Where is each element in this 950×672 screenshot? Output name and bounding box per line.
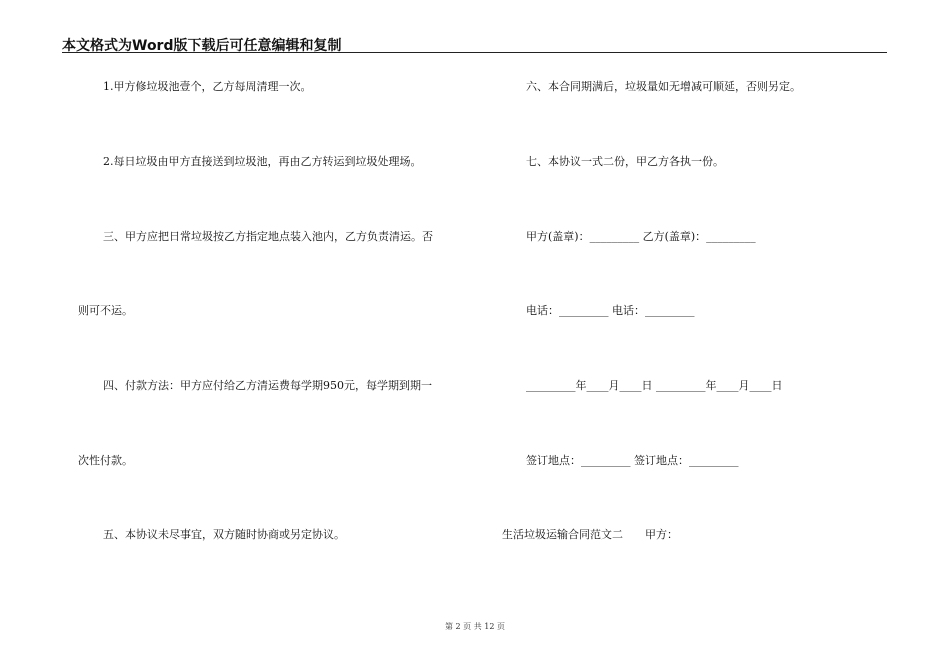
clause-4-line-2: 次性付款。 — [78, 454, 133, 467]
clause-2: 2.每日垃圾由甲方直接送到垃圾池，再由乙方转运到垃圾处理场。 — [103, 155, 422, 168]
clause-3-line-1: 三、甲方应把日常垃圾按乙方指定地点装入池内，乙方负责清运。否 — [103, 230, 433, 243]
page-number: 第 2 页 共 12 页 — [445, 622, 505, 631]
date-line: _________年____月____日 _________年____月____日 — [526, 379, 783, 392]
next-contract-title: 生活垃圾运输合同范文二 甲方： — [502, 528, 678, 541]
signing-place-line: 签订地点：_________ 签订地点：_________ — [526, 454, 739, 467]
clause-4-line-1: 四、付款方法：甲方应付给乙方清运费每学期950元，每学期到期一 — [103, 379, 432, 392]
document-header-title: 本文格式为Word版下载后可任意编辑和复制 — [62, 38, 342, 54]
header-divider — [62, 52, 887, 53]
clause-3-line-2: 则可不运。 — [78, 304, 133, 317]
clause-6: 六、本合同期满后，垃圾量如无增减可顺延，否则另定。 — [526, 80, 801, 93]
phone-line: 电话：_________ 电话：_________ — [526, 304, 695, 317]
clause-1: 1.甲方修垃圾池壹个，乙方每周清理一次。 — [103, 80, 312, 93]
seal-signature-line: 甲方(盖章)：_________ 乙方(盖章)：_________ — [526, 230, 756, 243]
clause-5: 五、本协议未尽事宜，双方随时协商或另定协议。 — [103, 528, 345, 541]
clause-7: 七、本协议一式二份，甲乙方各执一份。 — [526, 155, 724, 168]
